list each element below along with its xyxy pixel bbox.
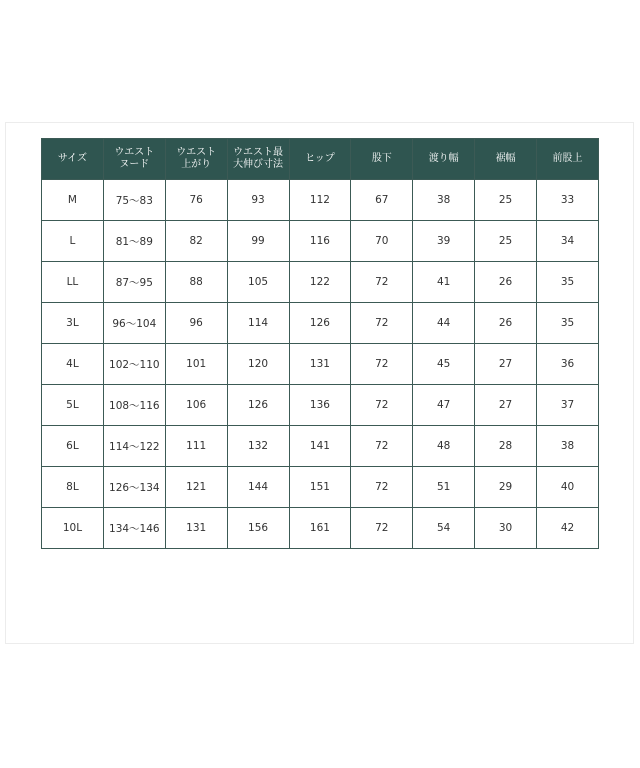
cell-waist-max-stretch: 99 bbox=[227, 221, 289, 262]
cell-front-rise: 35 bbox=[537, 262, 599, 303]
cell-waist-max-stretch: 93 bbox=[227, 180, 289, 221]
cell-waist-max-stretch: 120 bbox=[227, 344, 289, 385]
cell-inseam: 72 bbox=[351, 262, 413, 303]
cell-waist-nude: 96〜104 bbox=[103, 303, 165, 344]
header-inseam: 股下 bbox=[351, 139, 413, 180]
size-chart-table bbox=[41, 138, 599, 549]
cell-inseam: 72 bbox=[351, 303, 413, 344]
table-row bbox=[42, 508, 599, 549]
cell-front-rise: 36 bbox=[537, 344, 599, 385]
cell-thigh-width: 44 bbox=[413, 303, 475, 344]
cell-front-rise: 35 bbox=[537, 303, 599, 344]
table-row bbox=[42, 344, 599, 385]
cell-thigh-width: 38 bbox=[413, 180, 475, 221]
cell-size: 4L bbox=[42, 344, 104, 385]
cell-waist-nude: 75〜83 bbox=[103, 180, 165, 221]
header-hem-width: 裾幅 bbox=[475, 139, 537, 180]
header-waist-max-stretch: ウエスト最 大伸び寸法 bbox=[227, 139, 289, 180]
cell-thigh-width: 47 bbox=[413, 385, 475, 426]
cell-size: LL bbox=[42, 262, 104, 303]
cell-hem-width: 30 bbox=[475, 508, 537, 549]
cell-inseam: 72 bbox=[351, 426, 413, 467]
cell-hip: 126 bbox=[289, 303, 351, 344]
cell-hem-width: 25 bbox=[475, 180, 537, 221]
cell-waist-finished: 88 bbox=[165, 262, 227, 303]
cell-thigh-width: 48 bbox=[413, 426, 475, 467]
cell-waist-nude: 114〜122 bbox=[103, 426, 165, 467]
cell-inseam: 70 bbox=[351, 221, 413, 262]
cell-front-rise: 33 bbox=[537, 180, 599, 221]
cell-thigh-width: 45 bbox=[413, 344, 475, 385]
cell-size: 5L bbox=[42, 385, 104, 426]
cell-hem-width: 26 bbox=[475, 303, 537, 344]
table-row bbox=[42, 467, 599, 508]
cell-thigh-width: 51 bbox=[413, 467, 475, 508]
cell-front-rise: 38 bbox=[537, 426, 599, 467]
cell-waist-nude: 108〜116 bbox=[103, 385, 165, 426]
cell-waist-max-stretch: 144 bbox=[227, 467, 289, 508]
cell-waist-finished: 82 bbox=[165, 221, 227, 262]
cell-thigh-width: 54 bbox=[413, 508, 475, 549]
cell-hem-width: 25 bbox=[475, 221, 537, 262]
cell-waist-max-stretch: 126 bbox=[227, 385, 289, 426]
cell-front-rise: 34 bbox=[537, 221, 599, 262]
cell-hip: 161 bbox=[289, 508, 351, 549]
cell-waist-finished: 131 bbox=[165, 508, 227, 549]
table-row bbox=[42, 385, 599, 426]
cell-thigh-width: 41 bbox=[413, 262, 475, 303]
table-row bbox=[42, 262, 599, 303]
cell-waist-nude: 126〜134 bbox=[103, 467, 165, 508]
cell-waist-finished: 76 bbox=[165, 180, 227, 221]
cell-size: 10L bbox=[42, 508, 104, 549]
cell-hip: 131 bbox=[289, 344, 351, 385]
header-waist-nude: ウエスト ヌード bbox=[103, 139, 165, 180]
cell-hip: 112 bbox=[289, 180, 351, 221]
cell-thigh-width: 39 bbox=[413, 221, 475, 262]
header-front-rise: 前股上 bbox=[537, 139, 599, 180]
cell-hem-width: 26 bbox=[475, 262, 537, 303]
cell-hip: 116 bbox=[289, 221, 351, 262]
cell-hip: 141 bbox=[289, 426, 351, 467]
cell-inseam: 72 bbox=[351, 385, 413, 426]
cell-size: L bbox=[42, 221, 104, 262]
cell-inseam: 72 bbox=[351, 467, 413, 508]
cell-waist-nude: 102〜110 bbox=[103, 344, 165, 385]
cell-front-rise: 37 bbox=[537, 385, 599, 426]
cell-size: M bbox=[42, 180, 104, 221]
cell-hem-width: 29 bbox=[475, 467, 537, 508]
header-row bbox=[42, 139, 599, 180]
cell-waist-max-stretch: 156 bbox=[227, 508, 289, 549]
cell-waist-max-stretch: 132 bbox=[227, 426, 289, 467]
table-row bbox=[42, 303, 599, 344]
table-row bbox=[42, 221, 599, 262]
cell-inseam: 67 bbox=[351, 180, 413, 221]
cell-front-rise: 40 bbox=[537, 467, 599, 508]
cell-waist-nude: 134〜146 bbox=[103, 508, 165, 549]
cell-hip: 136 bbox=[289, 385, 351, 426]
cell-waist-nude: 87〜95 bbox=[103, 262, 165, 303]
header-waist-finished: ウエスト 上がり bbox=[165, 139, 227, 180]
cell-hem-width: 28 bbox=[475, 426, 537, 467]
cell-hip: 122 bbox=[289, 262, 351, 303]
cell-inseam: 72 bbox=[351, 344, 413, 385]
cell-waist-finished: 111 bbox=[165, 426, 227, 467]
table-row bbox=[42, 426, 599, 467]
cell-waist-nude: 81〜89 bbox=[103, 221, 165, 262]
cell-size: 8L bbox=[42, 467, 104, 508]
cell-hem-width: 27 bbox=[475, 385, 537, 426]
header-size: サイズ bbox=[42, 139, 104, 180]
cell-hip: 151 bbox=[289, 467, 351, 508]
table-row bbox=[42, 180, 599, 221]
cell-waist-max-stretch: 114 bbox=[227, 303, 289, 344]
cell-inseam: 72 bbox=[351, 508, 413, 549]
header-thigh-width: 渡り幅 bbox=[413, 139, 475, 180]
cell-waist-finished: 121 bbox=[165, 467, 227, 508]
cell-waist-finished: 101 bbox=[165, 344, 227, 385]
header-hip: ヒップ bbox=[289, 139, 351, 180]
cell-waist-finished: 96 bbox=[165, 303, 227, 344]
cell-size: 6L bbox=[42, 426, 104, 467]
cell-waist-max-stretch: 105 bbox=[227, 262, 289, 303]
cell-hem-width: 27 bbox=[475, 344, 537, 385]
cell-size: 3L bbox=[42, 303, 104, 344]
cell-front-rise: 42 bbox=[537, 508, 599, 549]
cell-waist-finished: 106 bbox=[165, 385, 227, 426]
